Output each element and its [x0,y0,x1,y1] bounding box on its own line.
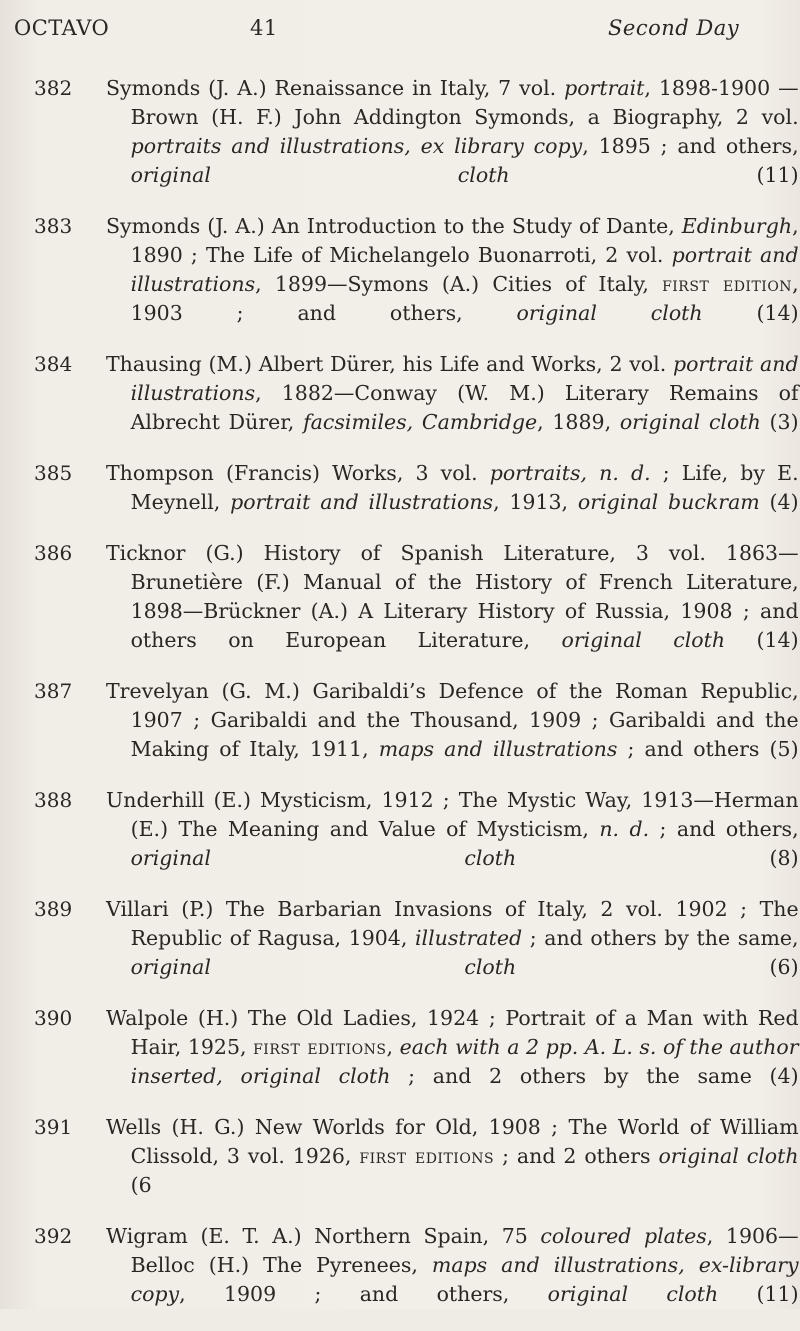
lot-number: 390 [34,1006,73,1030]
lot-text-italic: portrait [564,76,645,100]
lot-description [106,786,799,873]
lot-text-run: ; and others (5) [617,737,799,761]
lot-description [106,350,799,437]
lot-number: 389 [34,897,73,921]
lot-number: 387 [34,679,73,703]
lot-description [106,459,799,517]
lot-description [106,895,799,982]
lot-text-run: (3) [760,410,799,434]
lot-text-run: , 1898-1900 —Brown (H. F.) John Addington Symonds, a Biography, 2 vol. [130,76,799,129]
page-number: 41 [250,16,278,40]
header-format: OCTAVO [14,16,110,40]
lot-entry [0,1222,800,1309]
lot-entry [0,539,800,655]
header-sale-day: Second Day [608,16,740,40]
lot-number: 386 [34,541,73,565]
lot-entry [0,677,800,764]
lot-text-run: , 1909 ; and others, [179,1282,548,1306]
lot-text-italic: portrait and illustrations [130,352,799,405]
lot-entry [0,1113,800,1200]
lot-text-italic: original cloth [130,846,517,870]
lot-text-run: Thompson (Francis) Works, 3 vol. [106,461,490,485]
lot-text-run: ; and others by the same, [522,926,799,950]
lot-text-italic: portraits and illustrations, ex library copy [130,134,583,158]
lot-text-italic: portrait and illustrations [230,490,494,514]
lot-text-run: , 1895 ; and others, [582,134,799,158]
lot-text-run: (4) [759,490,799,514]
lot-text-run: , 1906—Belloc (H.) The Pyrenees, [130,1224,799,1277]
lot-text-run: , 1890 ; The Life of Michelangelo Buonarroti, 2 vol. [130,214,799,267]
lot-text-run: (11) [718,1282,799,1306]
lot-number: 388 [34,788,73,812]
lot-text-run: Underhill (E.) Mysticism, 1912 ; The Mystic Way, 1913—Herman (E.) The Meaning and Value of Mysticism, [106,788,799,841]
lot-number: 385 [34,461,73,485]
lot-text-run: ; and 2 others [494,1144,659,1168]
lot-text-italic: original cloth [547,1282,719,1306]
lot-entry [0,459,800,517]
lot-text-run: , 1903 ; and others, [130,272,799,325]
lot-text-italic: maps and illustrations, ex-library copy [130,1253,799,1306]
lot-text-run: (6 [130,1173,152,1197]
lot-text-italic: Edinburgh [681,214,793,238]
lot-text-run: (14) [725,628,799,652]
lot-text-italic: portraits, n. d. [489,461,651,485]
lot-entry [0,895,800,982]
lot-text-run: (11) [509,163,799,187]
lot-text-italic: maps and illustrations [378,737,618,761]
lot-text-run: ; and 2 others by the same (4) [390,1064,799,1088]
lot-text-run: , [386,1035,400,1059]
lot-text-italic: illustrated [414,926,523,950]
lot-text-run: Ticknor (G.) History of Spanish Literature, 3 vol. 1863—Brunetière (F.) Manual of the History of French Literature, 1898—Brückner (A.) A Literary History of Russia, 1908 ; and others on European Literature, [106,541,799,652]
lot-text-italic: coloured plates [540,1224,707,1248]
lot-number: 392 [34,1224,73,1248]
lot-text-run: , 1889, [537,410,620,434]
lot-entry [0,350,800,437]
lot-text-run: ; and others, [649,817,799,841]
lot-text-italic: original cloth [516,301,703,325]
lot-text-run: Symonds (J. A.) Renaissance in Italy, 7 vol. [106,76,565,100]
lot-text-italic: facsimiles, Cambridge [303,410,538,434]
lot-text-italic: original cloth [130,955,517,979]
lot-text-italic: portrait and illustrations [130,243,799,296]
lot-text-run: (14) [702,301,799,325]
lot-text-run: , 1882—Conway (W. M.) Literary Remains of Albrecht Dürer, [130,381,799,434]
lot-text-italic: original cloth [619,410,761,434]
lot-description [106,212,799,328]
lot-text-italic: original cloth [130,163,510,187]
lot-list [0,74,800,1331]
lot-description [106,539,799,655]
lot-description [106,1113,799,1200]
lot-text-italic: original cloth [561,628,726,652]
lot-text-run: Villari (P.) The Barbarian Invasions of Italy, 2 vol. 1902 ; The Republic of Ragusa, 1904, [106,897,799,950]
lot-text-smallcaps: first edition [662,272,793,296]
lot-number: 382 [34,76,73,100]
lot-text-run: ; Life, by E. Meynell, [130,461,799,514]
lot-number: 391 [34,1115,73,1139]
lot-text-run: (8) [516,846,799,870]
lot-text-run: Wigram (E. T. A.) Northern Spain, 75 [106,1224,541,1248]
lot-entry [0,74,800,190]
lot-text-smallcaps: first editions [359,1144,495,1168]
lot-text-run: Thausing (M.) Albert Dürer, his Life and Works, 2 vol. [106,352,673,376]
lot-entry [0,786,800,873]
lot-description [106,1222,799,1309]
lot-text-run: , 1899—Symons (A.) Cities of Italy, [255,272,663,296]
lot-entry [0,1004,800,1091]
lot-text-run: , 1913, [493,490,578,514]
lot-description [106,74,799,190]
lot-description [106,677,799,764]
lot-number: 384 [34,352,73,376]
lot-text-run: Walpole (H.) The Old Ladies, 1924 ; Portrait of a Man with Red Hair, 1925, [106,1006,799,1059]
lot-entry [0,212,800,328]
page-header [14,16,794,56]
lot-text-italic: each with a 2 pp. A. L. s. of the author inserted, original cloth [130,1035,799,1088]
lot-text-italic: original buckram [577,490,760,514]
lot-number: 383 [34,214,73,238]
lot-text-italic: original cloth [658,1144,799,1168]
lot-text-run: (6) [516,955,799,979]
lot-text-run: Wells (H. G.) New Worlds for Old, 1908 ; The World of William Clissold, 3 vol. 1926, [106,1115,799,1168]
lot-description [106,1004,799,1091]
lot-text-run: Trevelyan (G. M.) Garibaldi’s Defence of the Roman Republic, 1907 ; Garibaldi and the Thousand, 1909 ; Garibaldi and the Making of Italy, 1911, [106,679,799,761]
lot-text-italic: n. d. [599,817,650,841]
lot-text-run: Symonds (J. A.) An Introduction to the Study of Dante, [106,214,682,238]
lot-text-smallcaps: first editions [253,1035,387,1059]
